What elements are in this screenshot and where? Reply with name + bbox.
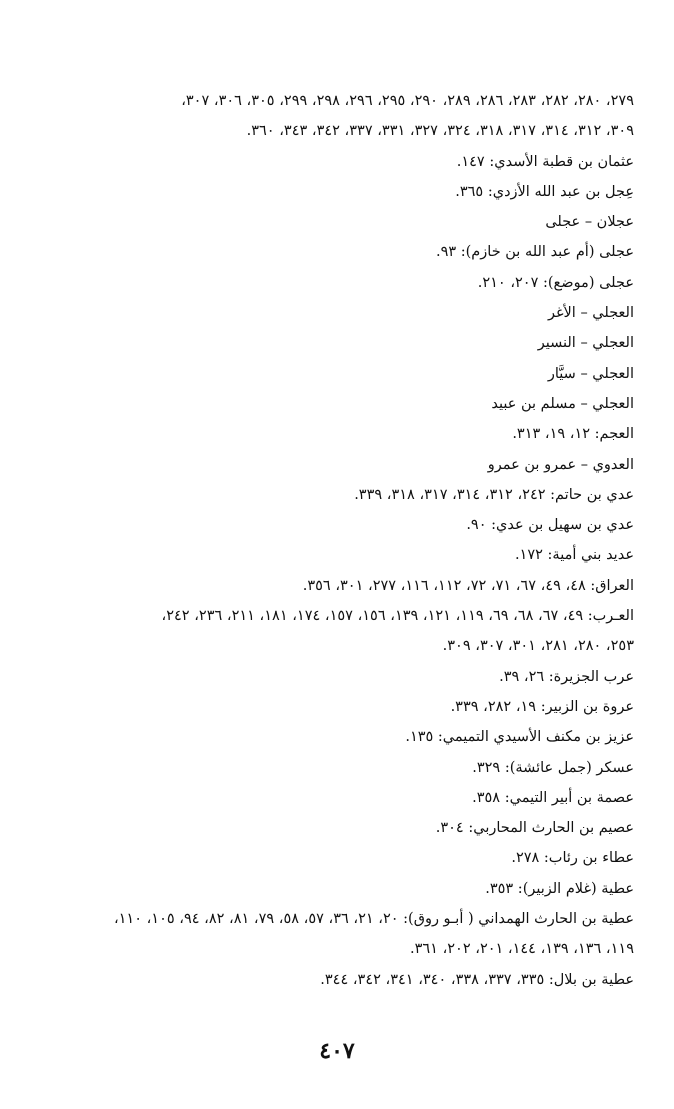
- index-entry: عطاء بن رئاب: ٢٧٨.: [511, 850, 634, 867]
- index-entry: عدي بن حاتم: ٢٤٢، ٣١٢، ٣١٤، ٣١٧، ٣١٨، ٣٣٩.: [354, 486, 634, 503]
- index-entry: العجلي – سيَّار: [547, 365, 634, 382]
- index-entry: عصمة بن أبير التيمي: ٣٥٨.: [472, 789, 634, 806]
- index-entry: عصيم بن الحارث المحاربي: ٣٠٤.: [435, 820, 634, 837]
- index-entry: العجلي – النسير: [537, 335, 634, 352]
- index-entry: عطية بن الحارث الهمداني ( أبـو روق): ٢٠، ٢١، ٣٦، ٥٧، ٥٨، ٧٩، ٨١، ٨٢، ٩٤، ١٠٥، ١١٠،: [113, 911, 634, 928]
- index-entry: العـرب: ٤٩، ٦٧، ٦٨، ٦٩، ١١٩، ١٢١، ١٣٩، ١٥٦، ١٥٧، ١٧٤، ١٨١، ٢١١، ٢٣٦، ٢٤٢،: [161, 608, 634, 625]
- index-column: [86, 86, 634, 995]
- index-entry: عطية (غلام الزبير): ٣٥٣.: [485, 880, 634, 897]
- index-entry: عروة بن الزبير: ١٩، ٢٨٢، ٣٣٩.: [450, 698, 634, 715]
- index-line: ١١٩، ١٣٦، ١٣٩، ١٤٤، ٢٠١، ٢٠٢، ٣٦١.: [409, 941, 634, 958]
- index-entry: العراق: ٤٨، ٤٩، ٦٧، ٧١، ٧٢، ١١٢، ١١٦، ٢٧٧، ٣٠١، ٣٥٦.: [302, 577, 634, 594]
- index-entry: عِجل بن عبد الله الأزدي: ٣٦٥.: [455, 183, 634, 200]
- index-entry: عجلان – عجلى: [545, 214, 634, 231]
- index-entry: العجلي – الأغر: [547, 305, 634, 322]
- index-entry: العدوي – عمرو بن عمرو: [487, 456, 634, 473]
- index-entry: عجلى (موضع): ٢٠٧، ٢١٠.: [477, 274, 634, 291]
- index-entry: عدي بن سهيل بن عدي: ٩٠.: [466, 517, 634, 534]
- index-entry: عجلى (أم عبد الله بن خازم): ٩٣.: [435, 244, 634, 261]
- index-line: ٢٥٣، ٢٨٠، ٢٨١، ٣٠١، ٣٠٧، ٣٠٩.: [442, 638, 634, 655]
- index-entry: عزيز بن مكنف الأسيدي التميمي: ١٣٥.: [405, 729, 634, 746]
- index-entry: العجلي – مسلم بن عبيد: [491, 395, 634, 412]
- index-entry: عثمان بن قطبة الأسدي: ١٤٧.: [456, 153, 634, 170]
- index-entry: عطية بن بلال: ٣٣٥، ٣٣٧، ٣٣٨، ٣٤٠، ٣٤١، ٣٤٢، ٣٤٤.: [320, 971, 634, 988]
- index-entry: عرب الجزيرة: ٢٦، ٣٩.: [499, 668, 634, 685]
- page-number: ٤٠٧: [319, 1038, 355, 1064]
- index-entry: العجم: ١٢، ١٩، ٣١٣.: [512, 426, 634, 443]
- index-line: ٣٠٩، ٣١٢، ٣١٤، ٣١٧، ٣١٨، ٣٢٤، ٣٢٧، ٣٣١، ٣٣٧، ٣٤٢، ٣٤٣، ٣٦٠.: [246, 123, 634, 140]
- index-entry: عسكر (جمل عائشة): ٣٢٩.: [472, 759, 634, 776]
- index-entry: عديد بني أمية: ١٧٢.: [514, 547, 634, 564]
- index-line: ٢٧٩، ٢٨٠، ٢٨٢، ٢٨٣، ٢٨٦، ٢٨٩، ٢٩٠، ٢٩٥، ٢٩٦، ٢٩٨، ٢٩٩، ٣٠٥، ٣٠٦، ٣٠٧،: [181, 93, 634, 109]
